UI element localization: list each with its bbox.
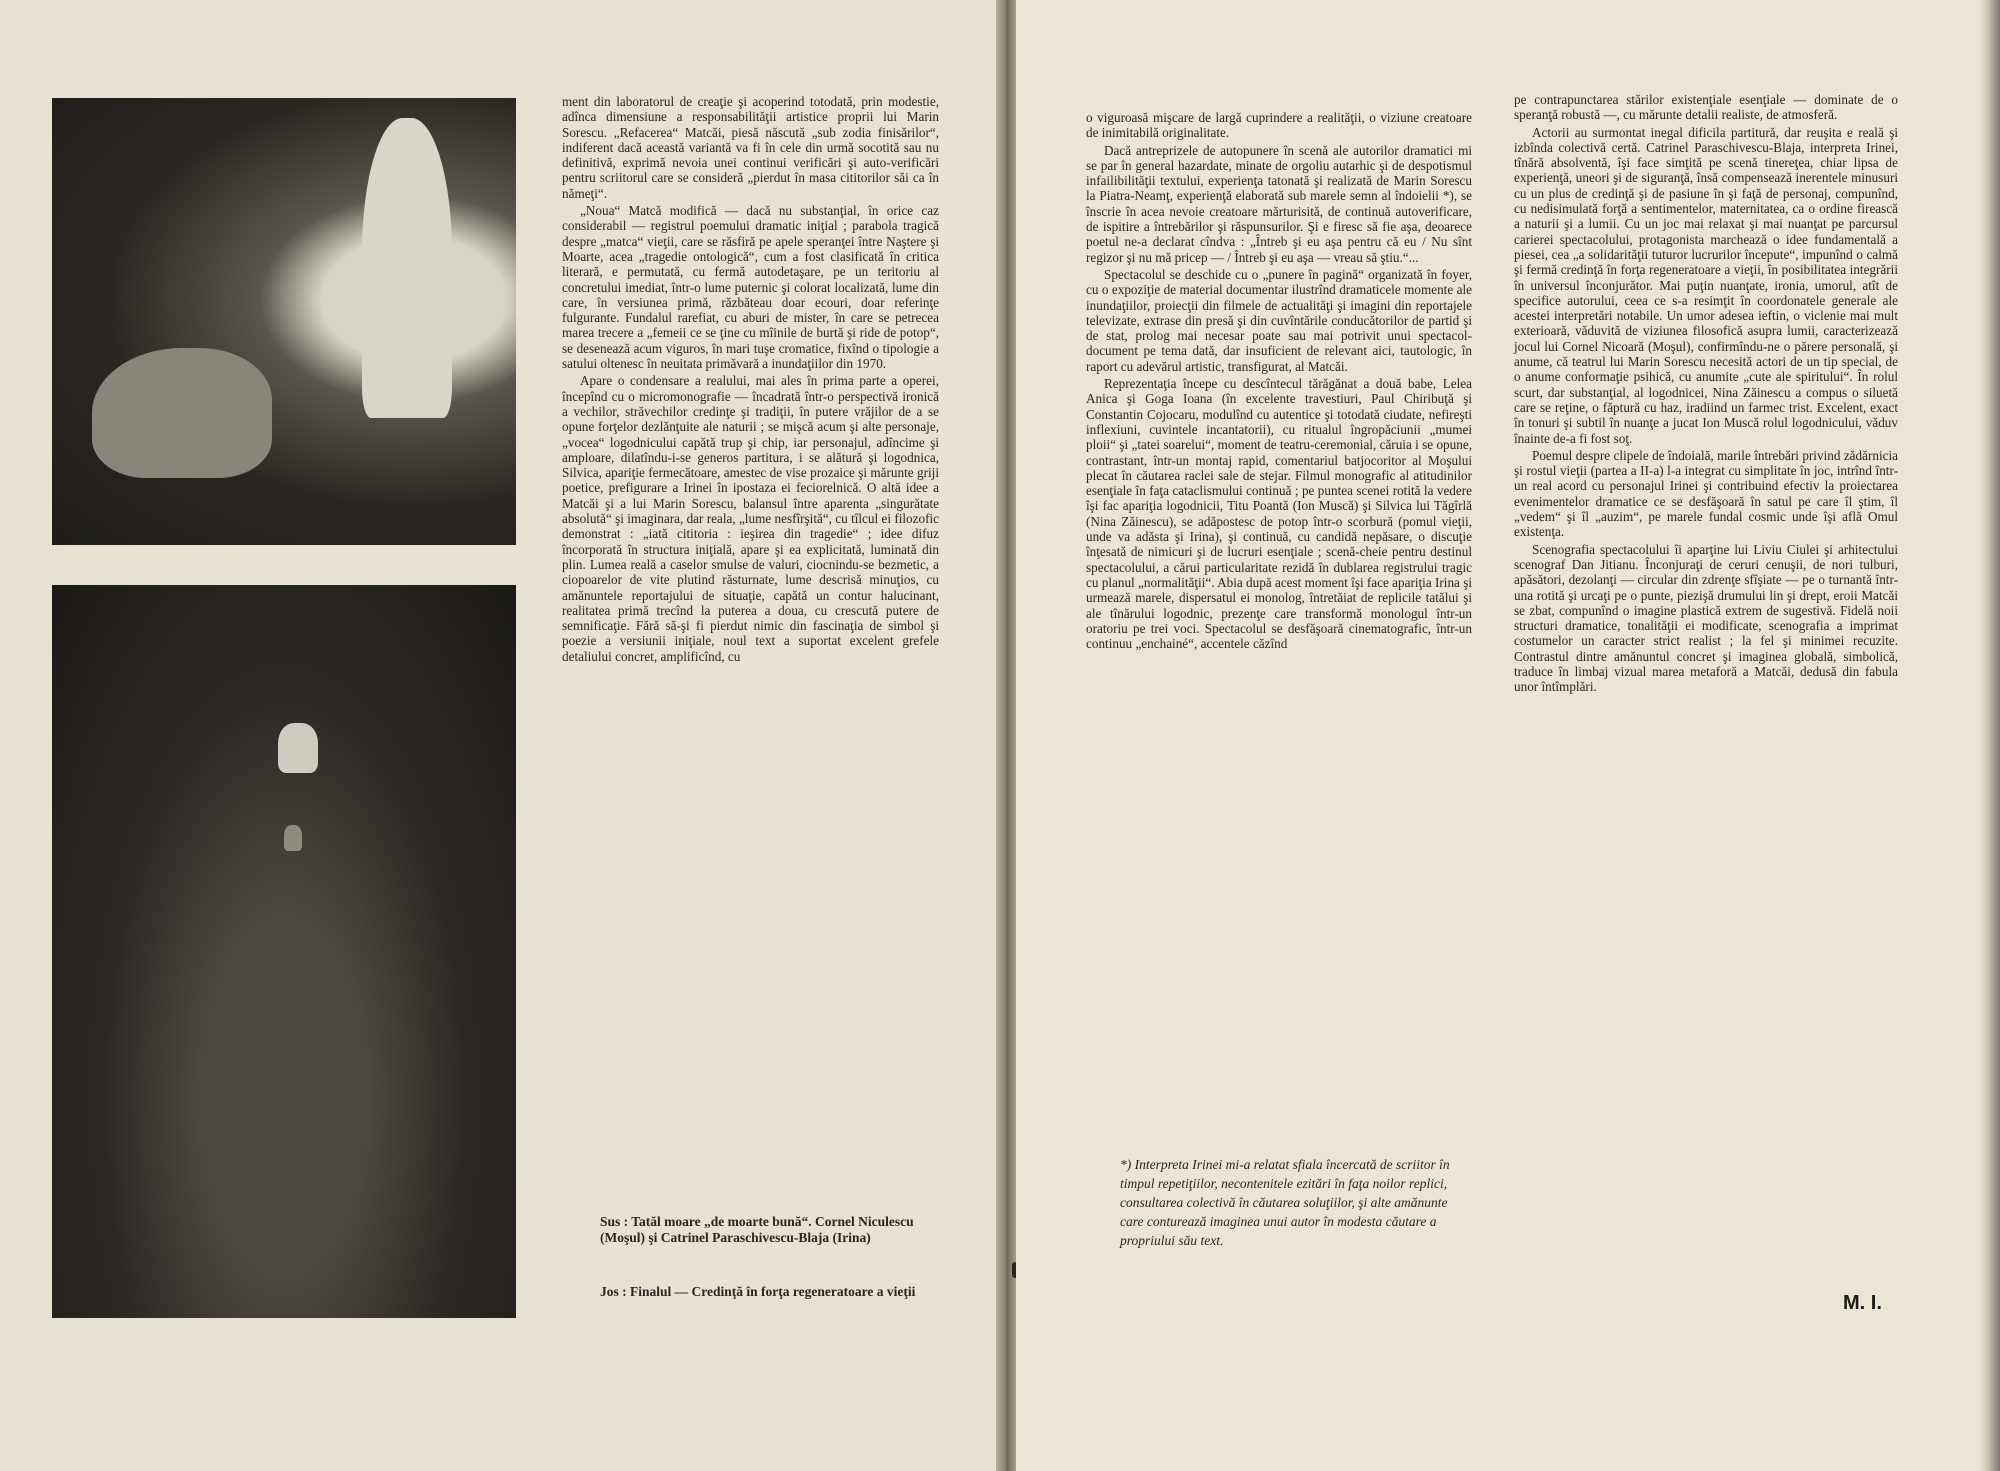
paragraph: Poemul despre clipele de îndoială, marile întrebări privind zădărnicia şi rostul vieţii (partea a II-a) l-a integrat cu simplitate în joc, intrînd într-un real acord cu personajul Irinei şi contribuind efectiv la proiectarea evenimentelor dramatice ce se desfăşoară în satul pe care îl ştim, îl „vedem“ şi îl „auzim“, pe marele fundal cosmic unde îşi află Omul existenţa. (1514, 447, 1898, 540)
book-edge (1980, 0, 2000, 1471)
paragraph: pe contrapunctarea stărilor existenţiale esenţiale — dominate de o speranţă robustă —, cu mărunte detalii realiste, de atmosferă. (1514, 92, 1898, 123)
caption-bottom: Jos : Finalul — Credinţă în forţa regeneratoare a vieţii (600, 1284, 916, 1299)
paragraph: Dacă antreprizele de autopunere în scenă ale autorilor dramatici mi se par în general hazardate, minate de orgoliu autarhic şi de despotismul infailibilităţii textului, experienţa tatonată şi realizată de Marin Sorescu la Piatra-Neamţ, experienţă elaborată sub marele semn al îndoielii *), se înscrie în acea nevoie creatoare mărturisită, de continuă autoverificare, de ispitire a întrebărilor şi răspunsurilor. Şi e firesc să fie aşa, deoarece poetul ne-a declarat cîndva : „Întreb şi eu aşa pentru că eu / Nu sînt regizor şi nu mă pricep — / Întreb şi eu aşa — vreau să ştiu.“... (1086, 142, 1472, 265)
author-signature: M. I. (1843, 1292, 1882, 1314)
paragraph: Apare o condensare a realului, mai ales în prima parte a operei, începînd cu o micromonografie — încadrată într-o perspectivă ironică a vechilor, străvechilor credinţe şi tradiţii, în putere vrăjilor de a se opune forţelor dezlănţuite ale naturii ; se mişcă acum şi alte personaje, „vocea“ logodnicului capătă trup şi chip, iar personajul, adîncime şi amploare, dilatîndu-i-se generos partitura, i se alătură şi logodnica, Silvica, apariţie fermecătoare, amestec de vise prozaice şi mărunte griji poetice, prefigurare a Irinei în ipostaza ei feciorelnică. O altă idee a Matcăi şi a lui Marin Sorescu, balansul între aparenta „singurătate absolută“ şi imaginara, dar reala, „lume nesfîrşită“, cu tîlcul ei filozofic demonstrat : „iată cititoria : ieşirea din tragedie“ ; idee difuz încorporată în structura iniţială, apare şi ea explicitată, luminată din plin. Lumea reală a caselor smulse de valuri, ciocnindu-se bezmetic, a ciopoarelor de vite plutind răsturnate, lume descrisă minuţios, cu amănuntele reportajului de situaţie, capătă un contur halucinant, realitatea primă trecînd la puterea a doua, cu crescută putere de semnificaţie. Fără să-şi fi pierdut nimic din fascinaţia de simbol şi poezie a versiunii iniţiale, noul text a suportat excelent grefele detaliului concret, amplificînd, cu (562, 373, 939, 664)
paragraph: o viguroasă mişcare de largă cuprindere a realităţii, o viziune creatoare de inimitabilă originalitate. (1086, 110, 1472, 141)
reclining-figure (92, 348, 272, 478)
right-text-column-1 (1086, 110, 1472, 651)
left-page (0, 0, 996, 1471)
paragraph: Actorii au surmontat inegal dificila partitură, dar reuşita e reală şi izbînda colectivă certă. Catrinel Paraschivescu-Blaja, interpreta Irinei, tînără absolventă, îşi face simţită pe scenă tinereţea, chiar lipsa de experienţă, uneori şi de siguranţă, însă compensează inerentele minusuri cu un plus de credinţă şi de pasiune în şi faţă de personaj, compunînd, cu nedisimulată forţă a sentimentelor, maternitatea, ca o ordine firească a naturii şi a lumii. Cu un joc mai relaxat şi mai nuanţat pe parcursul carierei spectacolului, protagonista marchează o idee fundamentală a piesei, cea „a solidarităţii tuturor lucrurilor începute“, impunînd o calmă şi fermă credinţă în forţa regeneratoare a vieţii, în posibilitatea integrării în universul înconjurător. Mai puţin nuanţate, ironia, umorul, atît de specifice autorului, ceea ce s-a resimţit în coordonatele generale ale acestei interpretări notabile. Un umor adesea ieftin, o viclenie mai mult exterioară, văduvită de viziunea filosofică asupra lumii, caracterizează jocul lui Cornel Nicoară (Moşul), confirmîndu-ne o părere personală, şi anume, că teatrul lui Marin Sorescu necesită actori de un tip special, de o anume conformaţie psihică, cu anumite „cute ale spiritului“. În rolul scurt, dar substanţial, al logodnicei, Nina Zăinescu a compus o siluetă care se reţine, o făptură cu haz, iradiind un farmec trist. Excelent, exact în tonuri şi subtil în nuanţe a jucat Ion Muscă rolul logodnicului, văduv înainte de-a fi fost soţ. (1514, 124, 1898, 446)
standing-figure (362, 118, 452, 418)
footnote: *) Interpreta Irinei mi-a relatat sfiala încercată de scriitor în timpul repetiţiilor, necontenitele ezitări în faţa noilor replici, consultarea colectivă în căutarea soluţiilor, şi alte amănunte care conturează imaginea unui autor în modesta căutare a propriului său text. (1120, 1157, 1450, 1248)
paragraph: Spectacolul se deschide cu o „punere în pagină“ organizată în foyer, cu o expoziţie de material documentar ilustrînd dramaticele momente ale inundaţiilor, proiecţii din filmele de actualităţi şi imagini din reportajele televizate, extrase din presă şi din cuvîntările conducătorilor de partid şi de stat, prolog mai necesar poate sau mai potrivit unui spectacol-document pe tema dată, dar insuficient de relevant aici, tautologic, în raport cu adevărul artistic, transfigurat, al Matcăi. (1086, 266, 1472, 374)
caption-top: Sus : Tatăl moare „de moarte bună“. Cornel Niculescu (Moşul) şi Catrinel Paraschivescu-Blaja (Irina) (600, 1214, 914, 1245)
distant-figure (284, 825, 302, 851)
right-text-column-2 (1514, 92, 1898, 695)
paragraph: ment din laboratorul de creaţie şi acoperind totodată, prin modestie, adînca dimensiune a responsabilităţii artistice proprii lui Marin Sorescu. „Refacerea“ Matcăi, piesă născută „sub zodia finisărilor“, indiferent dacă această variantă va fi în cele din urmă socotită sau nu definitivă, exprimă nevoia unei continui verificări şi auto-verificări pentru scriitorul care se consideră „pierdut în masa cititorilor săi ca în nămeţi“. (562, 94, 939, 201)
photo-bottom (52, 585, 516, 1318)
paragraph: Reprezentaţia începe cu descîntecul tărăgănat a două babe, Lelea Anica şi Goga Ioana (în excelente travestiuri, Paul Chiribuţă şi Constantin Cojocaru, modulînd cu autentice şi totodată ciudate, nefireşti inflexiuni, cuvintele incantatorii), cu ritualul îngropăciunii „mumei ploii“ şi „tatei soarelui“, moment de teatru-ceremonial, căruia i se opune, contrastant, într-un montaj rapid, comentariul batjocoritor al Moşului plecat în căutarea raclei sale de stejar. Filmul monografic al atitudinilor esenţiale în faţa cataclismului continuă ; pe puntea scenei rotită la vedere îşi fac apariţia logodnicii, Titu Poantă (Ion Muscă) şi Silvica lui Tăgîrlă (Nina Zăinescu), se adăpostesc de potop într-o scorbură (pomul vieţii, unde va adăsta şi Irina), şi continuă, cu candidă nepăsare, o discuţie înţesată de nimicuri şi de lucruri esenţiale ; scenă-cheie pentru destinul spectacolului, a cărui particularitate rezidă în dublarea registrului tragic cu planul „normalităţii“. Abia după acest moment îşi face apariţia Irina şi urmează marele, dispersatul ei monolog, întretăiat de replicile tatălui şi ale tînărului logodnic, prezenţe care transformă monologul într-un oratoriu pe trei voci. Spectacolul se desfăşoară cinematografic, într-un continuu „enchainé“, accentele căzînd (1086, 376, 1472, 652)
right-page (1016, 0, 2000, 1471)
left-text-column (562, 94, 939, 664)
paragraph: „Noua“ Matcă modifică — dacă nu substanţial, în orice caz considerabil — registrul poemului dramatic iniţial ; parabola tragică despre „matca“ vieţii, care se răsfiră pe apele speranţei între Naştere şi Moarte, acea „tragedie ontologică“, cum a fost clasificată în critica literară, e permutată, cu fermă autodetaşare, pe un teritoriu al concretului imediat, într-o lume puternic şi colorat localizată, lume din care, în versiunea primă, răzbăteau doar ecouri, doar referinţe fulgurante. Fundalul rarefiat, cu aburi de mister, în care se petrecea marea trecere a „femeii ce se ţine cu mîinile de burtă şi ride de potop“, se desenează acum viguros, în mari tuşe cromatice, fixînd o tipologie a satului oltenesc în neuitata primăvară a inundaţiilor din 1970. (562, 203, 939, 372)
small-figure (278, 723, 318, 773)
paragraph: Scenografia spectacolului îi aparţine lui Liviu Ciulei şi arhitectului scenograf Dan Jitianu. Înconjuraţi de ceruri cenuşii, de nori tulburi, apăsători, dezolanţi — circular din zdrenţe sfîşiate — pe o turnantă într-una rotită şi urcaţi pe o punte, piezişă drumului lin şi drept, eroii Matcăi se zbat, compunînd o imagine plastică extrem de sugestivă. Fidelă noii structuri dramatice, tonalităţii ei modificate, scenografia a imprimat costumelor un caracter strict realist ; la fel şi minimei recuzite. Contrastul dintre amănuntul concret şi imaginea globală, simbolică, traduce în limbaj vizual marea metaforă a Matcăi, dedusă din fabula unor întîmplări. (1514, 541, 1898, 695)
photo-top (52, 98, 516, 545)
book-gutter (996, 0, 1016, 1471)
